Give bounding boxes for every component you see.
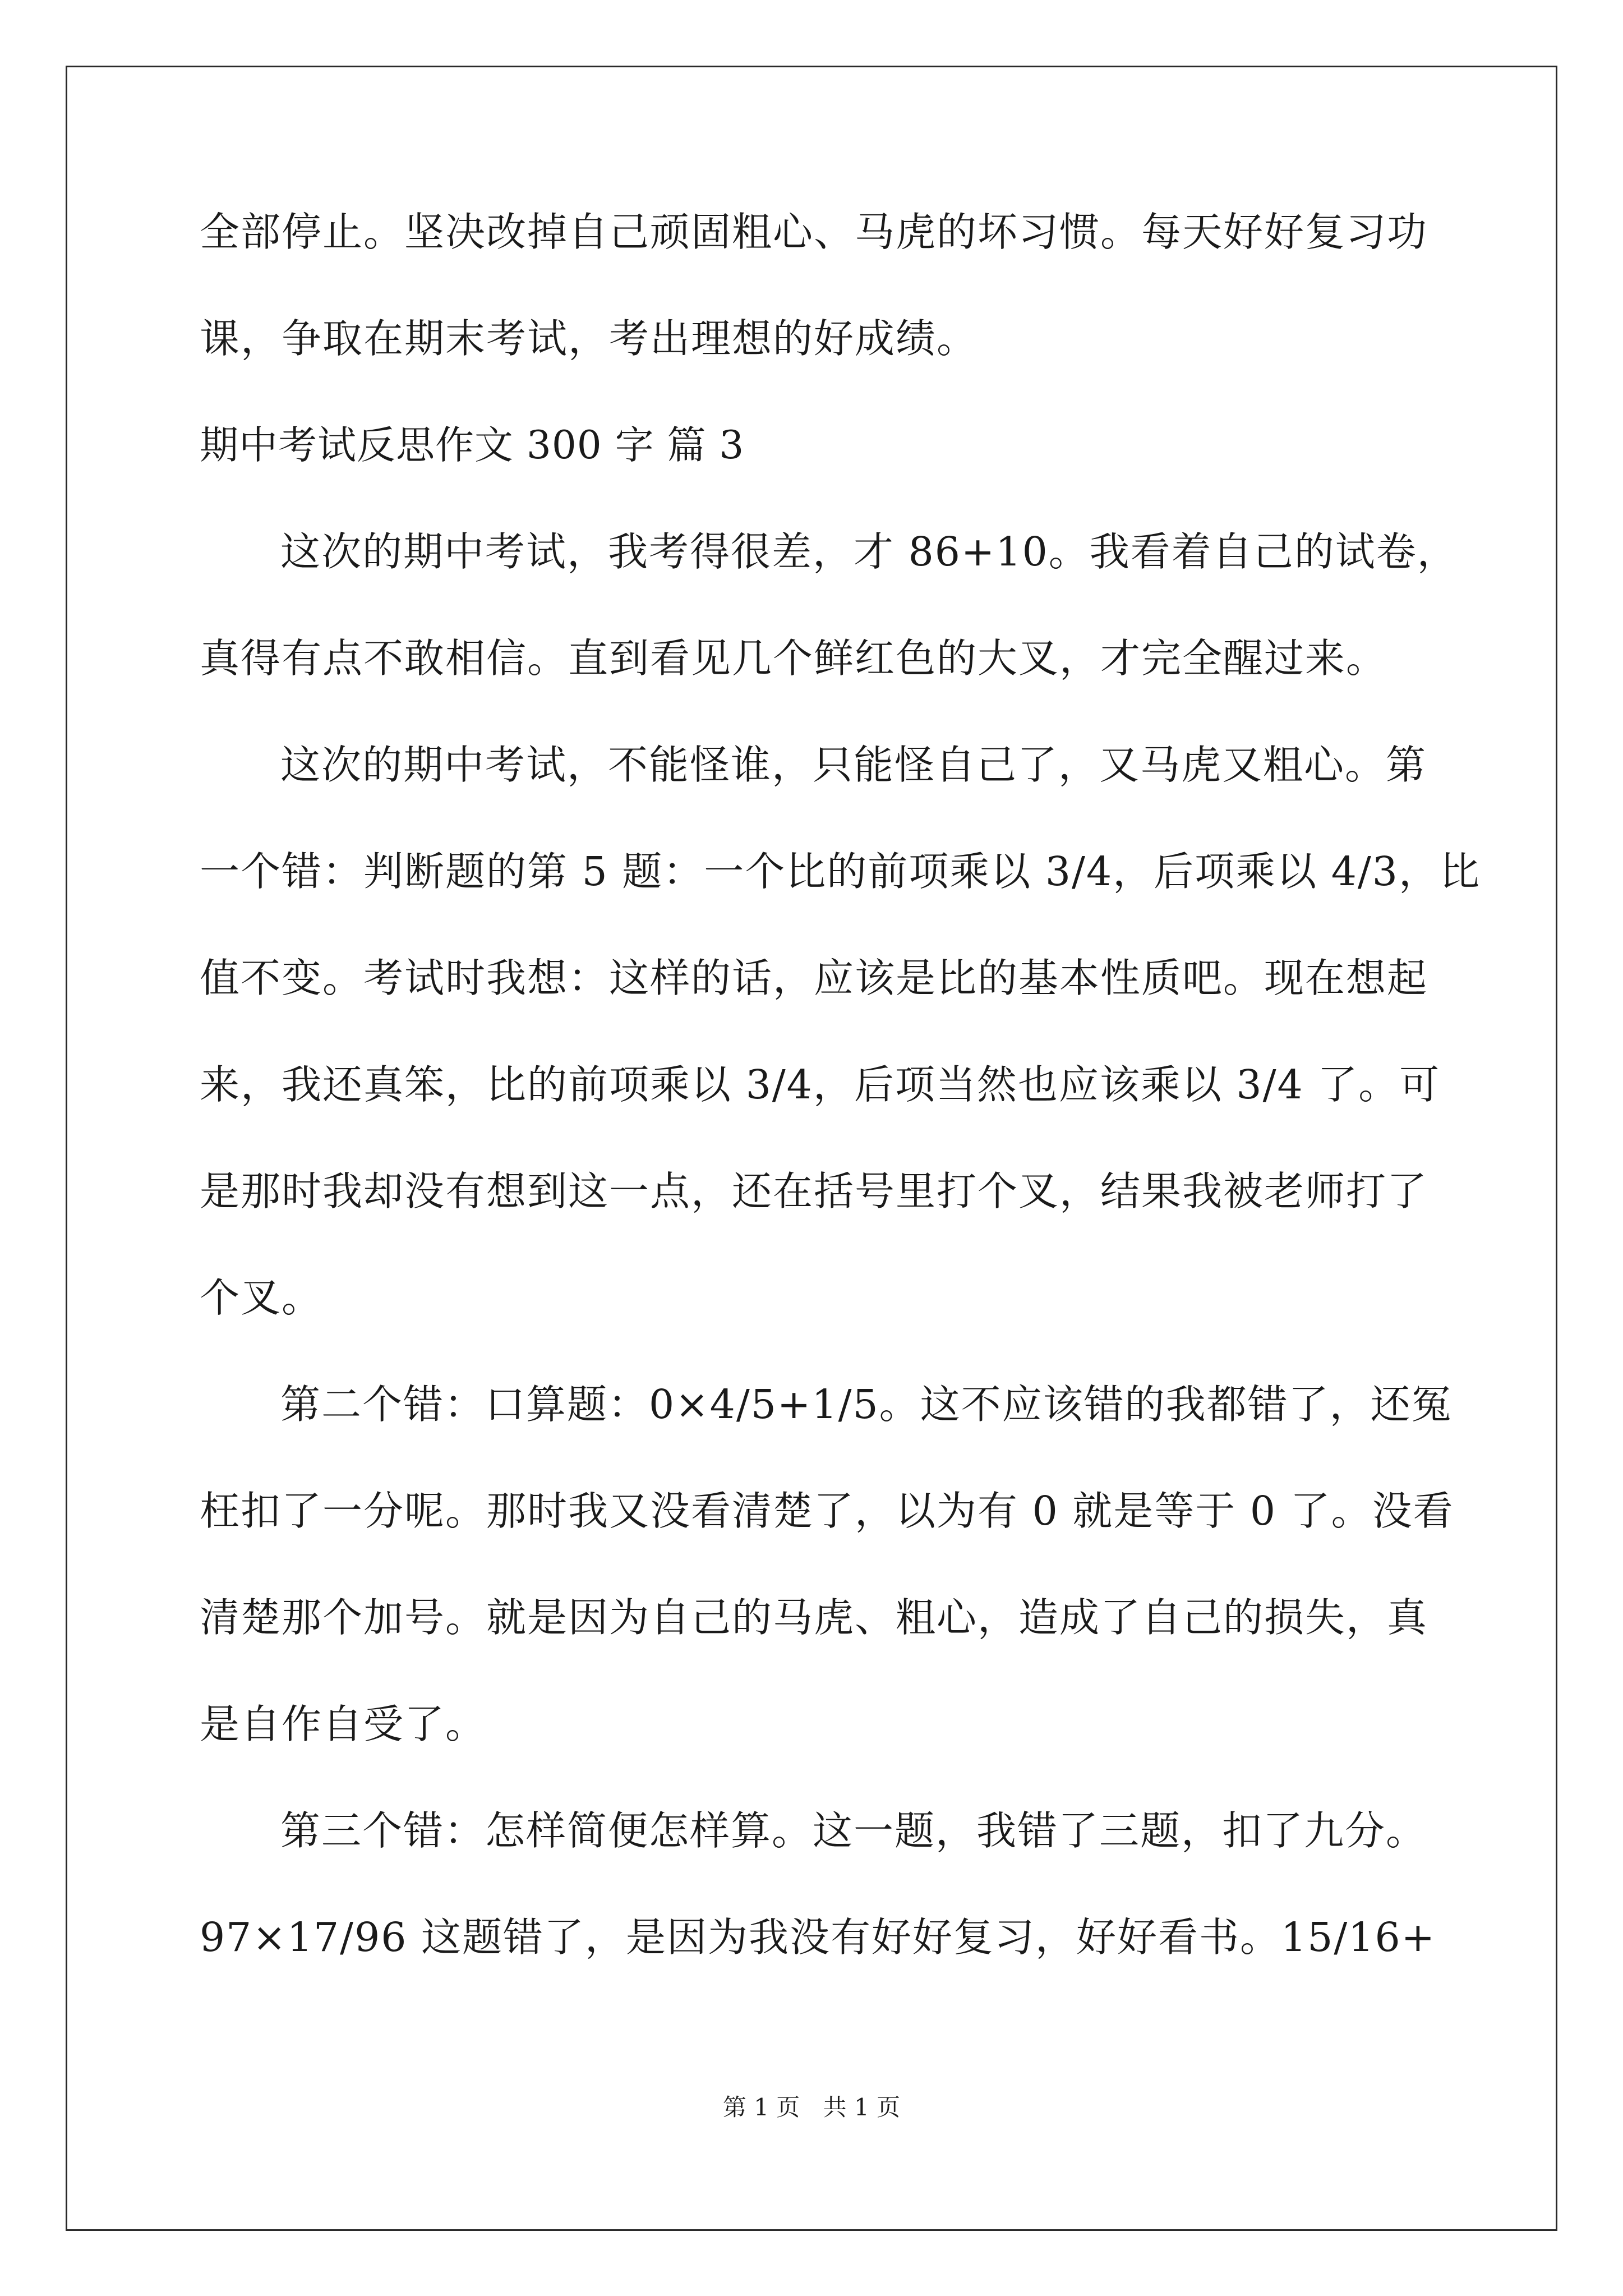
paragraph-line: 枉扣了一分呢。那时我又没看清楚了，以为有 0 就是等于 0 了。没看 xyxy=(200,1488,1454,1534)
paragraph-line: 清楚那个加号。就是因为自己的马虎、粗心，造成了自己的损失，真 xyxy=(200,1594,1428,1641)
document-body xyxy=(200,205,1481,2017)
paragraph-line: 真得有点不敢相信。直到看见几个鲜红色的大叉，才完全醒过来。 xyxy=(200,635,1387,682)
paragraph-line: 来，我还真笨，比的前项乘以 3/4，后项当然也应该乘以 3/4 了。可 xyxy=(200,1061,1441,1108)
section-heading: 期中考试反思作文 300 字 篇 3 xyxy=(200,423,745,468)
paragraph-line: 是那时我却没有想到这一点，还在括号里打个叉，结果我被老师打了 xyxy=(200,1168,1428,1214)
paragraph-line: 全部停止。坚决改掉自己顽固粗心、马虎的坏习惯。每天好好复习功 xyxy=(200,209,1428,255)
paragraph-line: 是自作自受了。 xyxy=(200,1701,487,1747)
paragraph-line: 值不变。考试时我想：这样的话，应该是比的基本性质吧。现在想起 xyxy=(200,955,1428,1001)
paragraph-line: 课，争取在期末考试，考出理想的好成绩。 xyxy=(200,315,978,362)
paragraph-line: 97×17/96 这题错了，是因为我没有好好复习，好好看书。15/16+ xyxy=(200,1914,1436,1961)
page-total: 共 1 页 xyxy=(823,2093,901,2121)
paragraph-line: 第三个错：怎样简便怎样算。这一题，我错了三题，扣了九分。 xyxy=(280,1807,1427,1854)
paragraph-line: 一个错：判断题的第 5 题：一个比的前项乘以 3/4，后项乘以 4/3，比 xyxy=(200,848,1481,895)
paragraph-line: 这次的期中考试，不能怪谁，只能怪自己了，又马虎又粗心。第 xyxy=(280,742,1427,788)
paragraph-line: 这次的期中考试，我考得很差，才 86+10。我看着自己的试卷， xyxy=(280,528,1458,575)
paragraph-line: 个叉。 xyxy=(200,1274,323,1321)
page-number: 第 1 页 xyxy=(722,2093,800,2121)
page-footer xyxy=(0,2093,1623,2122)
paragraph-line: 第二个错：口算题：0×4/5+1/5。这不应该错的我都错了，还冤 xyxy=(280,1381,1453,1428)
